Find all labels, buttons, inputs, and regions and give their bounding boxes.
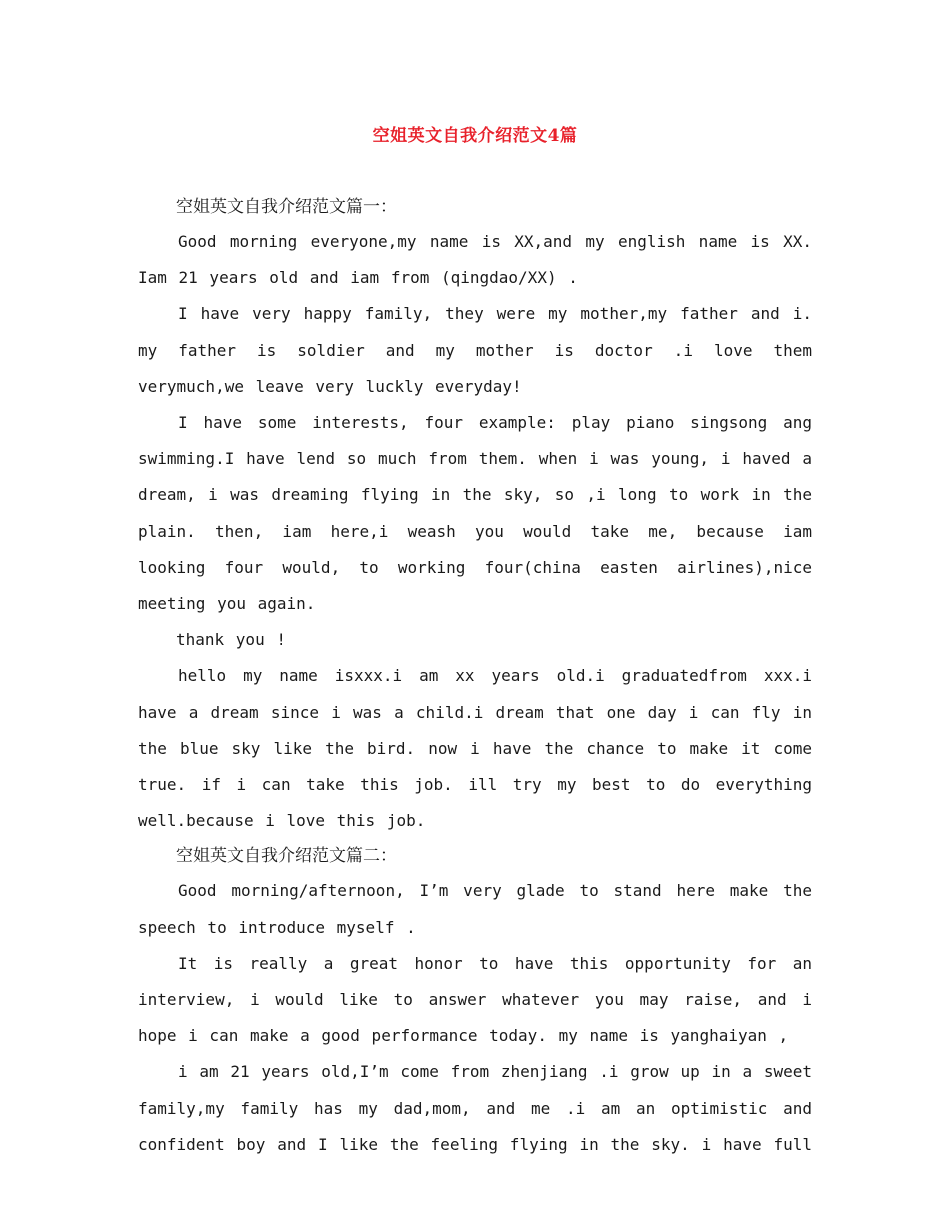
paragraph: It is really a great honor to have this opportunity for an interview, i would like to answer whatever you may raise, and i hope i can make a good performance today. my name is yanghaiyan , [138,953,812,1046]
document-title: 空姐英文自我介绍范文4篇 [372,126,578,146]
paragraph: i am 21 years old,I’m come from zhenjiang .i grow up in a sweet family,my family has my dad,mom, and me .i am an optimistic and confident boy and I like the feeling flying in the sky. i have full [138,1062,812,1154]
paragraph: I have very happy family, they were my mother,my father and i. my father is soldier and my mother is doctor .i love them verymuch,we leave very luckly everyday! [138,304,812,396]
document-body [138,190,812,1163]
section-heading-2: 空姐英文自我介绍范文篇二： [176,846,397,867]
paragraph: I have some interests, four example: play piano singsong ang swimming.I have lend so much from them. when i was young, i haved a dream, i was dreaming flying in the sky, so ,i long to work in the plain. then, iam here,i weash you would take me, because iam looking four would, to working four(china easten airlines),nice meeting you again. [138,413,812,614]
paragraph: thank you ! [176,630,286,650]
section-heading-1: 空姐英文自我介绍范文篇一： [176,197,397,217]
paragraph: hello my name isxxx.i am xx years old.i graduatedfrom xxx.i have a dream since i was a child.i dream that one day i can fly in the blue sky like the bird. now i have the chance to make it come true. if i can take this job. ill try my best to do everything well.because i love this job. [138,666,812,831]
paragraph: Good morning/afternoon, I’m very glade to stand here make the speech to introduce myself . [138,881,812,937]
paragraph: Good morning everyone,my name is XX,and my english name is XX. Iam 21 years old and iam from (qingdao/XX) . [138,232,812,288]
